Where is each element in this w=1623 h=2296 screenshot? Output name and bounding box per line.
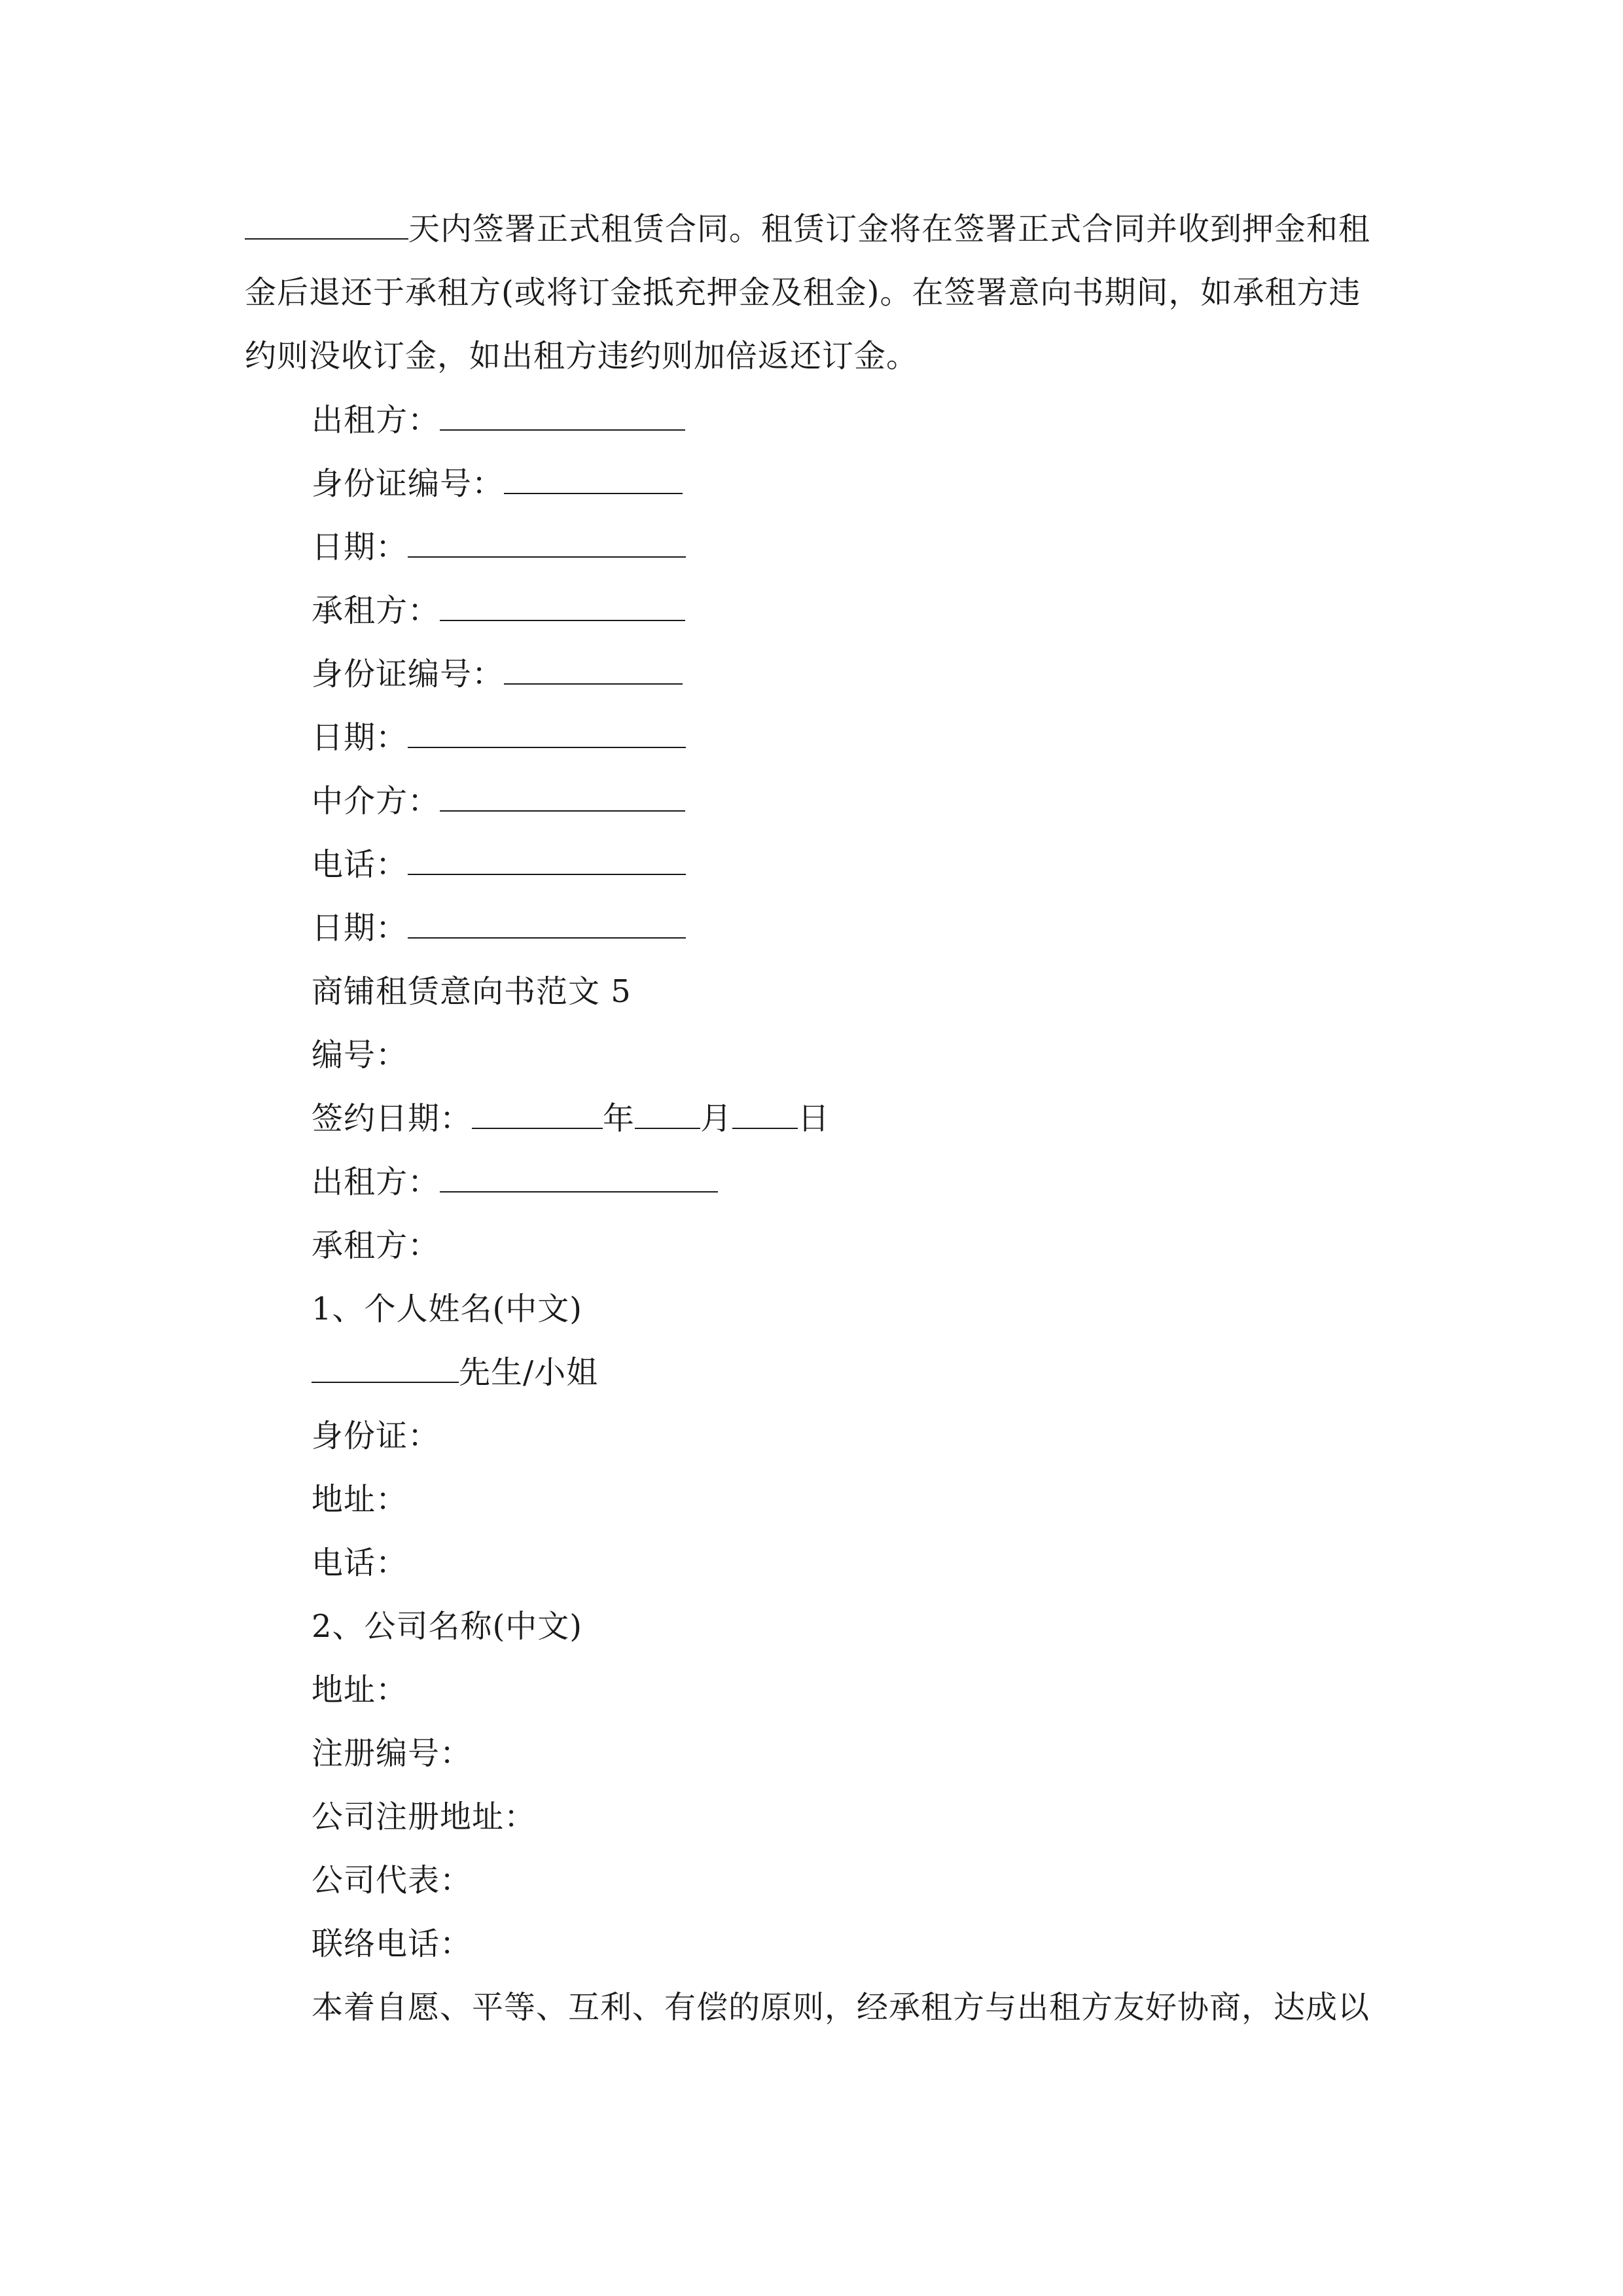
lessee-id-line	[312, 655, 683, 694]
lessee-date-blank	[408, 718, 686, 748]
agent-date-blank	[408, 908, 686, 939]
company-address-label: 地址：	[312, 1672, 408, 1708]
lessee-blank	[440, 591, 685, 621]
reg-address-label: 公司注册地址：	[312, 1799, 537, 1835]
lessee-id-blank	[504, 655, 683, 685]
agent-phone-line	[312, 845, 686, 884]
reg-no-label: 注册编号：	[312, 1735, 473, 1772]
address-label: 地址：	[312, 1481, 408, 1518]
name-blank	[312, 1353, 459, 1383]
lessee-date-label: 日期：	[312, 719, 408, 756]
lessor-id-line	[312, 464, 683, 503]
number-label: 编号：	[312, 1037, 408, 1073]
agent-line	[312, 781, 685, 821]
lessee-line	[312, 591, 685, 630]
year-blank	[472, 1102, 603, 1129]
lessee-id-label: 身份证编号：	[312, 656, 505, 692]
intro-text-1: 天内签署正式租赁合同。租赁订金将在签署正式合同并收到押金和租	[408, 211, 1371, 247]
lessor-date-line	[312, 528, 686, 567]
company-heading: 2、公司名称(中文)	[312, 1608, 582, 1645]
agent-phone-label: 电话：	[312, 846, 408, 883]
lessor-date-label: 日期：	[312, 529, 408, 565]
agent-date-label: 日期：	[312, 910, 408, 946]
intro-line-3: 约则没收订金，如出租方违约则加倍返还订金。	[245, 338, 919, 374]
intro-line-1	[245, 198, 1380, 261]
section-title: 商铺租赁意向书范文 5	[312, 973, 632, 1010]
month-label: 月	[700, 1100, 733, 1137]
agent-date-line	[312, 908, 686, 948]
month-blank	[635, 1102, 700, 1129]
lessee-date-line	[312, 718, 686, 757]
year-label: 年	[603, 1100, 635, 1137]
name-title-line	[312, 1353, 598, 1392]
individual-heading: 1、个人姓名(中文)	[312, 1291, 582, 1327]
day-label: 日	[798, 1100, 830, 1137]
lessee-label: 承租方：	[312, 592, 440, 629]
contact-phone-label: 联络电话：	[312, 1926, 473, 1962]
title-suffix: 先生/小姐	[459, 1354, 599, 1391]
lessor-line	[312, 401, 685, 440]
lessor-blank	[440, 401, 685, 431]
sign-date-line	[312, 1099, 830, 1138]
phone-label: 电话：	[312, 1545, 408, 1581]
lessor-label: 出租方：	[312, 402, 440, 439]
days-blank	[245, 209, 408, 240]
lessor-id-label: 身份证编号：	[312, 465, 505, 502]
rep-label: 公司代表：	[312, 1862, 473, 1899]
s5-lessor-line	[312, 1162, 718, 1202]
day-blank	[732, 1102, 798, 1129]
lessor-date-blank	[408, 528, 686, 558]
intro-line-2: 金后退还于承租方(或将订金抵充押金及租金)。在签署意向书期间，如承租方违	[245, 274, 1361, 311]
lessor-id-blank	[504, 464, 683, 494]
agent-blank	[440, 781, 685, 812]
s5-lessor-label: 出租方：	[312, 1164, 440, 1200]
agent-phone-blank	[408, 845, 686, 875]
sign-date-label: 签约日期：	[312, 1100, 473, 1137]
s5-lessee-label: 承租方：	[312, 1227, 440, 1264]
agent-label: 中介方：	[312, 783, 440, 819]
s5-lessor-blank	[440, 1162, 718, 1193]
closing-line: 本着自愿、平等、互利、有偿的原则，经承租方与出租方友好协商，达成以	[312, 1989, 1370, 2026]
id-label: 身份证：	[312, 1418, 440, 1454]
